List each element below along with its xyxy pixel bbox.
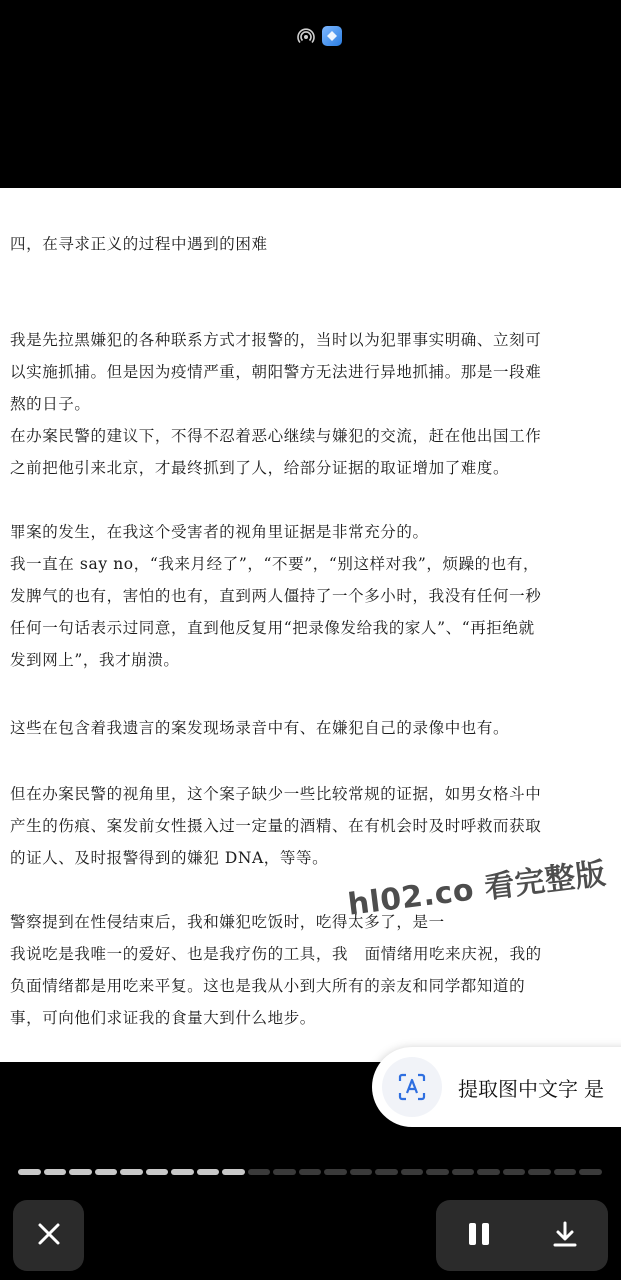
progress-segment: [477, 1169, 500, 1175]
progress-segment: [69, 1169, 92, 1175]
extract-text-button[interactable]: [372, 1047, 621, 1127]
status-area: [0, 0, 621, 188]
progress-segment: [248, 1169, 271, 1175]
progress-segment: [120, 1169, 143, 1175]
progress-segment: [197, 1169, 220, 1175]
progress-segment: [503, 1169, 526, 1175]
app-icon: [322, 26, 342, 46]
progress-segment: [426, 1169, 449, 1175]
document-image: [0, 188, 621, 1062]
progress-segment: [528, 1169, 551, 1175]
progress-segment: [44, 1169, 67, 1175]
watermark: hl02.co 看完整版: [345, 856, 608, 923]
close-icon: [36, 1221, 62, 1251]
progress-segment: [222, 1169, 245, 1175]
paragraph-5: 警察提到在性侵结束后，我和嫌犯吃饭时，吃得太多了，是一 我说吃是我唯一的爱好、也是我疗伤的工具，我 面情绪用吃来庆祝，我的负面情绪都是用吃来平复。这也是我从小到大所有的亲友和同学都知道的事，可向他们求证我的食量大到什么地步。: [10, 913, 542, 1027]
progress-segment: [18, 1169, 41, 1175]
paragraph-1: 我是先拉黑嫌犯的各种联系方式才报警的，当时以为犯罪事实明确、立刻可以实施抓捕。但是因为疫情严重，朝阳警方无法进行异地抓捕。那是一段难熬的日子。 在办案民警的建议下，不得不忍着恶心继续与嫌犯的交流，赶在他出国工作之前把他引来北京，才最终抓到了人，给部分证据的取证增加了难度。: [10, 331, 542, 477]
playback-controls: [436, 1200, 608, 1271]
status-icons: [296, 26, 342, 46]
progress-segment: [554, 1169, 577, 1175]
paragraph-2: 罪案的发生，在我这个受害者的视角里证据是非常充分的。 我一直在 say no，“我来月经了”，“不要”，“别这样对我”，烦躁的也有，发脾气的也有，害怕的也有，直到两人僵持了一个多小时，我没有任何一秒任何一句话表示过同意，直到他反复用“把录像发给我的家人”、“再拒绝就发到网上”，我才崩溃。: [10, 523, 542, 669]
progress-segment: [350, 1169, 373, 1175]
text-scan-icon: [382, 1057, 442, 1117]
paragraph-3: 这些在包含着我遗言的案发现场录音中有、在嫌犯自己的录像中也有。: [10, 719, 510, 737]
slide-progress-bar: [18, 1169, 602, 1175]
extract-overflow-char: 是: [584, 1076, 604, 1101]
pause-button[interactable]: [436, 1200, 522, 1271]
pause-icon: [465, 1220, 493, 1252]
progress-segment: [299, 1169, 322, 1175]
paragraph-4: 但在办案民警的视角里，这个案子缺少一些比较常规的证据，如男女格斗中产生的伤痕、案发前女性摄入过一定量的酒精、在有机会时及时呼救而获取的证人、及时报警得到的嫌犯 DNA，等等。: [10, 785, 542, 867]
progress-segment: [146, 1169, 169, 1175]
extract-text-label: 提取图中文字: [458, 1076, 578, 1101]
close-button[interactable]: [13, 1200, 84, 1271]
download-icon: [551, 1220, 579, 1252]
progress-segment: [95, 1169, 118, 1175]
section-heading: 四，在寻求正义的过程中遇到的困难: [10, 235, 268, 253]
progress-segment: [171, 1169, 194, 1175]
progress-segment: [401, 1169, 424, 1175]
progress-segment: [273, 1169, 296, 1175]
progress-segment: [452, 1169, 475, 1175]
progress-segment: [375, 1169, 398, 1175]
download-button[interactable]: [522, 1200, 608, 1271]
hotspot-icon: [296, 26, 316, 46]
progress-segment: [579, 1169, 602, 1175]
progress-segment: [324, 1169, 347, 1175]
